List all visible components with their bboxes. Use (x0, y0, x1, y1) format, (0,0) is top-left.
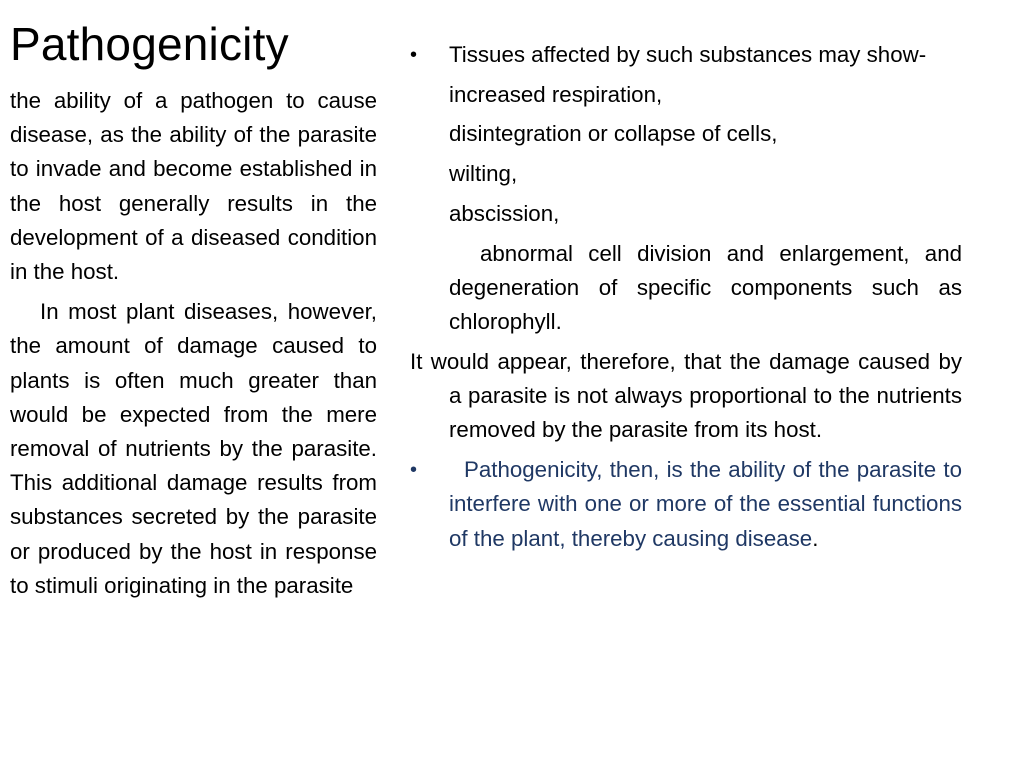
tissues-bullet-text: Tissues affected by such substances may show- (449, 42, 927, 67)
conclusion-paragraph: It would appear, therefore, that the damage caused by a parasite is not always proportional to the nutrients removed by the parasite from its host. (410, 348, 962, 443)
effect-item: abscission, (449, 200, 560, 226)
tissues-bullet (410, 38, 962, 72)
bullet-icon: • (410, 459, 418, 482)
effect-item: increased respiration, (449, 81, 663, 107)
definition-paragraph: the ability of a pathogen to cause disease, as the ability of the parasite to invade and become established in the host generally results in the development of a diseased condition in the host. (10, 88, 377, 285)
left-column (10, 84, 377, 603)
pathogenicity-definition: Pathogenicity, then, is the ability of the parasite to interfere with one or more of the essential functions of the plant, thereby causing disease (449, 457, 962, 551)
effect-item: disintegration or collapse of cells, (449, 121, 778, 147)
effect-item: wilting, (449, 161, 518, 187)
slide-title: Pathogenicity (10, 18, 289, 70)
bullet-icon: • (410, 44, 418, 66)
effect-item: abnormal cell division and enlargement, and degeneration of specific components such as chlorophyll. (449, 240, 962, 334)
pathogenicity-bullet (410, 453, 962, 556)
pathogenicity-period: . (812, 525, 819, 551)
damage-paragraph: In most plant diseases, however, the amount of damage caused to plants is often much greater than would be expected from the mere removal of nutrients by the parasite. This additional damage results from substances secreted by the parasite or produced by the host in response to stimuli originating in the parasite (10, 299, 377, 598)
right-column (410, 38, 962, 556)
